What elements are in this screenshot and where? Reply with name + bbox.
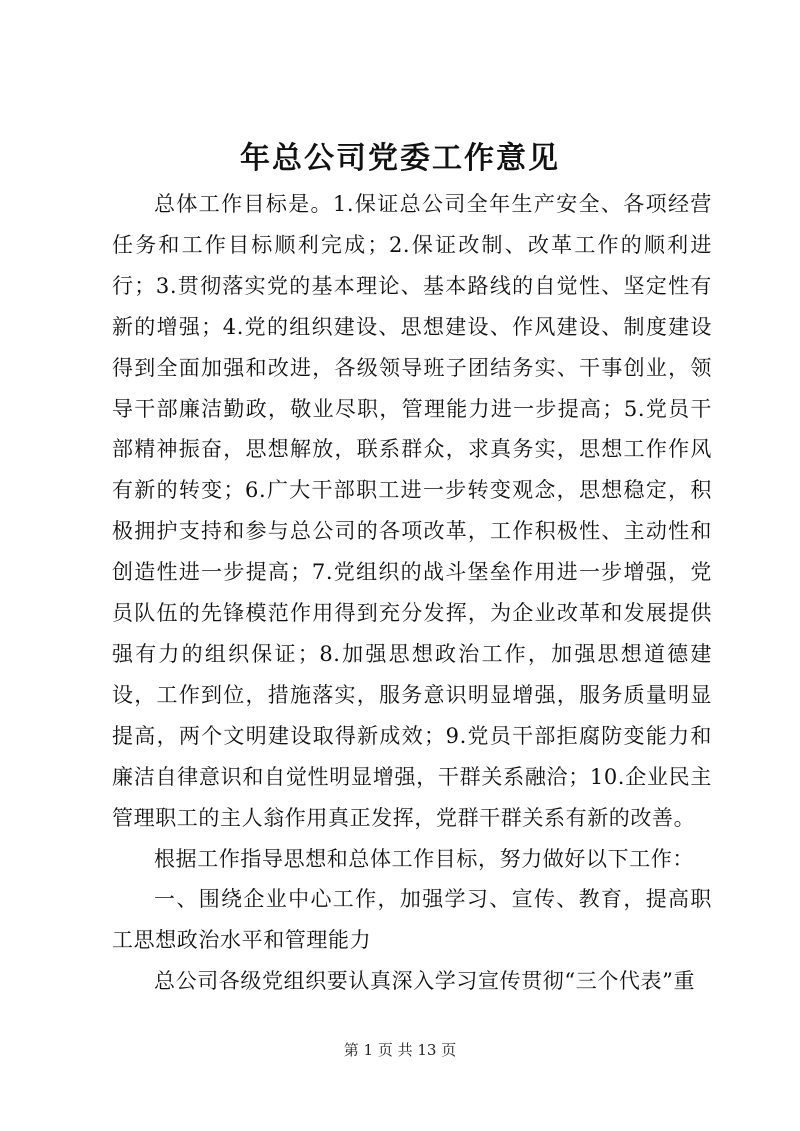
paragraph-work-intro: 根据工作指导思想和总体工作目标，努力做好以下工作： <box>154 846 694 871</box>
document-title: 年总公司党委工作意见 <box>240 141 560 176</box>
paragraph-section-1-start: 总公司各级党组织要认真深入学习宣传贯彻“三个代表”重 <box>154 969 696 994</box>
paragraph-overall-goals: 总体工作目标是。1.保证总公司全年生产安全、各项经营任务和工作目标顺利完成；2.保证改制、改革工作的顺利进行；3.贯彻落实党的基本理论、基本路线的自觉性、坚定性有新的增强；4.党的组织建设、思想建设、作风建设、制度建设得到全面加强和改进，各级领导班子团结务实、干事创业，领导干部廉洁勤政，敬业尽职，管理能力进一步提高；5.党员干部精神振奋，思想解放，联系群众，求真务实，思想工作作风有新的转变；6.广大干部职工进一步转变观念，思想稳定，积极拥护支持和参与总公司的各项改革，工作积极性、主动性和创造性进一步提高；7.党组织的战斗堡垒作用进一步增强，党员队伍的先锋模范作用得到充分发挥，为企业改革和发展提供强有力的组织保证；8.加强思想政治工作，加强思想道德建设，工作到位，措施落实，服务意识明显增强，服务质量明显提高，两个文明建设取得新成效；9.党员干部拒腐防变能力和廉洁自律意识和自觉性明显增强，干群关系融洽；10.企业民主管理职工的主人翁作用真正发挥，党群干群关系有新的改善。 <box>112 192 712 830</box>
section-heading-1: 一、围绕企业中心工作，加强学习、宣传、教育，提高职工思想政治水平和管理能力 <box>112 887 712 953</box>
page-indicator: 第 1 页 共 13 页 <box>343 1041 457 1059</box>
document-body <box>112 184 712 1002</box>
